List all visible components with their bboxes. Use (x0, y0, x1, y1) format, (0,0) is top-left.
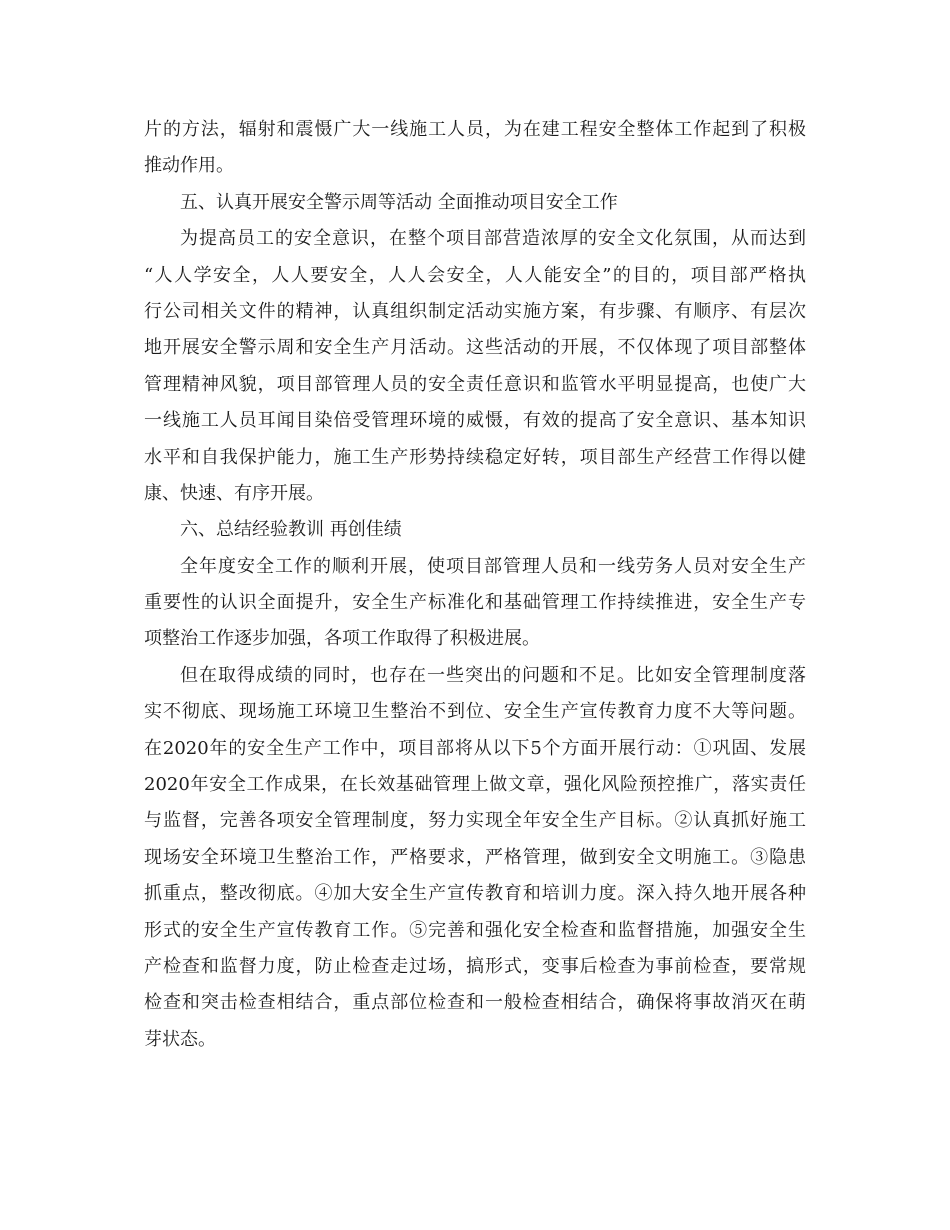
text-line: 在2020年的安全生产工作中，项目部将从以下5个方面开展行动：①巩固、发展 (144, 737, 806, 759)
text-line: 芽状态。 (144, 1028, 216, 1050)
text-line: 实不彻底、现场施工环境卫生整治不到位、安全生产宣传教育力度不大等问题。 (144, 701, 806, 723)
text-line: 与监督，完善各项安全管理制度，努力实现全年安全生产目标。②认真抓好施工 (144, 810, 806, 832)
text-line: 水平和自我保护能力，施工生产形势持续稳定好转，项目部生产经营工作得以健 (144, 446, 806, 468)
text-line: 现场安全环境卫生整治工作，严格要求，严格管理，做到安全文明施工。③隐患 (144, 846, 806, 868)
text-line: 康、快速、有序开展。 (144, 482, 324, 504)
text-line: 重要性的认识全面提升，安全生产标准化和基础管理工作持续推进，安全生产专 (144, 592, 806, 614)
section-heading: 六、总结经验教训 再创佳绩 (180, 519, 402, 541)
text-line: 项整治工作逐步加强，各项工作取得了积极进展。 (144, 628, 540, 650)
text-line: “人人学安全，人人要安全，人人会安全，人人能安全”的目的，项目部严格执 (144, 264, 806, 286)
paragraph-first-line: 但在取得成绩的同时，也存在一些突出的问题和不足。比如安全管理制度落 (180, 664, 806, 686)
text-line: 检查和突击检查相结合，重点部位检查和一般检查相结合，确保将事故消灭在萌 (144, 992, 806, 1014)
paragraph-first-line: 全年度安全工作的顺利开展，使项目部管理人员和一线劳务人员对安全生产 (180, 555, 806, 577)
text-line: 行公司相关文件的精神，认真组织制定活动实施方案，有步骤、有顺序、有层次 (144, 300, 806, 322)
text-line: 管理精神风貌，项目部管理人员的安全责任意识和监管水平明显提高，也使广大 (144, 373, 806, 395)
document-page (144, 112, 806, 1058)
text-line: 片的方法，辐射和震慑广大一线施工人员，为在建工程安全整体工作起到了积极 (144, 119, 806, 140)
section-heading: 五、认真开展安全警示周等活动 全面推动项目安全工作 (180, 191, 618, 213)
text-line: 推动作用。 (144, 155, 234, 177)
paragraph-first-line: 为提高员工的安全意识，在整个项目部营造浓厚的安全文化氛围，从而达到 (180, 228, 806, 250)
text-line: 形式的安全生产宣传教育工作。⑤完善和强化安全检查和监督措施，加强安全生 (144, 919, 806, 941)
text-line: 产检查和监督力度，防止检查走过场，搞形式，变事后检查为事前检查，要常规 (144, 955, 806, 977)
text-line: 一线施工人员耳闻目染倍受管理环境的威慑，有效的提高了安全意识、基本知识 (144, 410, 806, 432)
text-line: 地开展安全警示周和安全生产月活动。这些活动的开展，不仅体现了项目部整体 (144, 337, 806, 359)
text-line: 抓重点，整改彻底。④加大安全生产宣传教育和培训力度。深入持久地开展各种 (144, 883, 806, 905)
text-line: 2020年安全工作成果，在长效基础管理上做文章，强化风险预控推广，落实责任 (144, 774, 806, 796)
